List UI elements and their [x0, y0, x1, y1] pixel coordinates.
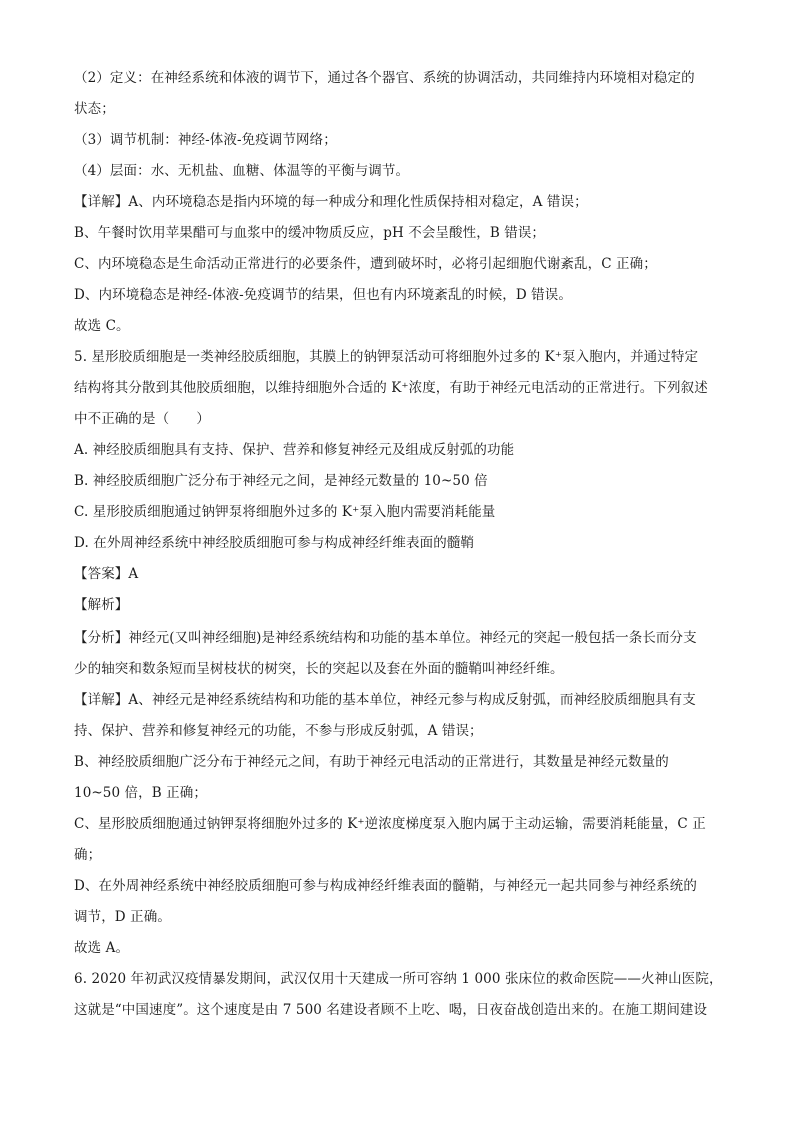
text-line: 调节，D 正确。: [74, 909, 171, 925]
option-b: B. 神经胶质细胞广泛分布于神经元之间，是神经元数量的 10~50 倍: [74, 473, 488, 489]
option-a: A. 神经胶质细胞具有支持、保护、营养和修复神经元及组成反射弧的功能: [74, 442, 515, 458]
question-6-stem: 6. 2020 年初武汉疫情暴发期间，武汉仅用十天建成一所可容纳 1 000 张床位的救命医院——火神山医院，: [74, 971, 723, 987]
text-line: D、内环境稳态是神经-体液-免疫调节的结果，但也有内环境紊乱的时候，D 错误。: [74, 287, 572, 303]
text-line: 故选 C。: [74, 318, 130, 334]
answer-label: 【答案】A: [74, 566, 139, 582]
text-line: 确；: [74, 847, 102, 863]
text-line: B、午餐时饮用苹果醋可与血浆中的缓冲物质反应，pH 不会呈酸性，B 错误；: [74, 225, 546, 241]
text-line: 持、保护、营养和修复神经元的功能，不参与形成反射弧，A 错误；: [74, 723, 483, 739]
text-line: 【详解】A、内环境稳态是指内环境的每一种成分和理化性质保持相对稳定，A 错误；: [74, 194, 588, 210]
text-line: D、在外周神经系统中神经胶质细胞可参与构成神经纤维表面的髓鞘，与神经元一起共同参与神经系统的: [74, 878, 697, 894]
text-line: B、神经胶质细胞广泛分布于神经元之间，有助于神经元电活动的正常进行，其数量是神经元数量的: [74, 754, 669, 770]
question-5-stem: 中不正确的是（ ）: [74, 411, 210, 427]
text-line: （2）定义：在神经系统和体液的调节下，通过各个器官、系统的协调活动，共同维持内环境相对稳定的: [74, 70, 695, 86]
text-line: C、内环境稳态是生命活动正常进行的必要条件，遭到破坏时，必将引起细胞代谢紊乱，C 正确；: [74, 256, 657, 272]
text-line: 10~50 倍，B 正确；: [74, 785, 207, 801]
text-line: 状态；: [74, 101, 115, 117]
text-line: 【分析】神经元(又叫神经细胞)是神经系统结构和功能的基本单位。神经元的突起一般包括一条长而分支: [74, 630, 697, 646]
question-5-stem: 结构将其分散到其他胶质细胞，以维持细胞外合适的 K⁺浓度，有助于神经元电活动的正常进行。下列叙述: [74, 380, 708, 396]
option-c: C. 星形胶质细胞通过钠钾泵将细胞外过多的 K⁺泵入胞内需要消耗能量: [74, 504, 496, 520]
text-line: 故选 A。: [74, 940, 130, 956]
text-line: （3）调节机制：神经-体液-免疫调节网络；: [74, 132, 337, 148]
text-line: （4）层面：水、无机盐、血糖、体温等的平衡与调节。: [74, 163, 410, 179]
text-line: 【详解】A、神经元是神经系统结构和功能的基本单位，神经元参与构成反射弧，而神经胶质细胞具有支: [74, 692, 696, 708]
option-d: D. 在外周神经系统中神经胶质细胞可参与构成神经纤维表面的髓鞘: [74, 535, 475, 551]
text-line: 少的轴突和数条短而呈树枝状的树突，长的突起以及套在外面的髓鞘叫神经纤维。: [74, 661, 564, 677]
question-6-stem: 这就是“中国速度”。这个速度是由 7 500 名建设者顾不上吃、喝，日夜奋战创造出来的。在施工期间建设: [74, 1002, 708, 1018]
analysis-label: 【解析】: [74, 597, 129, 613]
question-5-stem: 5. 星形胶质细胞是一类神经胶质细胞，其膜上的钠钾泵活动可将细胞外过多的 K⁺泵入胞内，并通过特定: [74, 349, 699, 365]
text-line: C、星形胶质细胞通过钠钾泵将细胞外过多的 K⁺逆浓度梯度泵入胞内属于主动运输，需要消耗能量，C 正: [74, 816, 706, 832]
